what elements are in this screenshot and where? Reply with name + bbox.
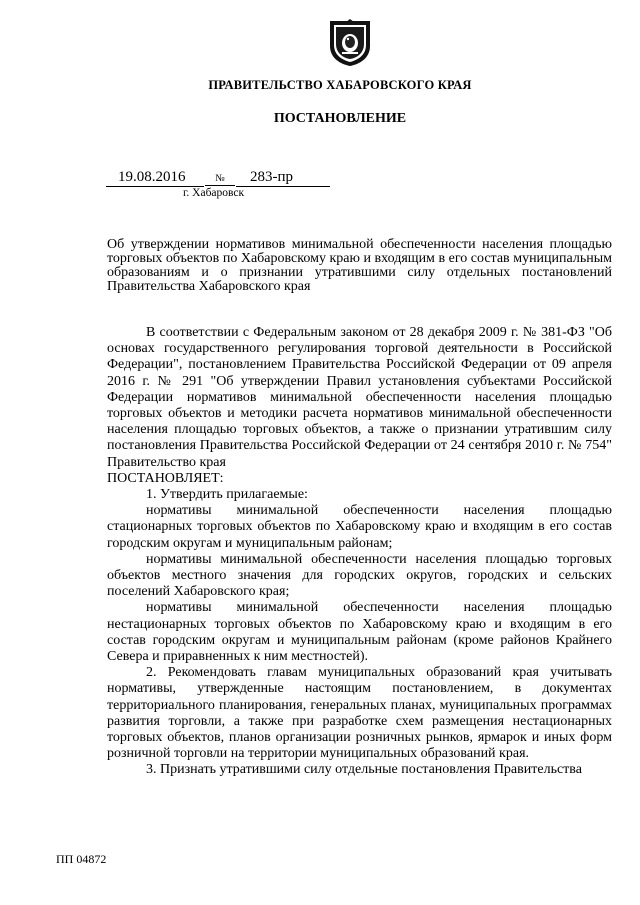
document-body bbox=[107, 325, 612, 779]
item-1: 1. Утвердить прилагаемые: bbox=[146, 487, 308, 503]
item-1-c: нормативы минимальной обеспеченности населения площадью нестационарных торговых объектов по Хабаровскому краю и входящим в его состав городским округам и муниципальным районам (кроме районов Крайнего Севера и приравненных к ним местностей). bbox=[107, 600, 612, 665]
item-1-a: нормативы минимальной обеспеченности населения площадью стационарных торговых объектов по Хабаровскому краю и входящим в его состав городским округам и муниципальным районам; bbox=[107, 503, 612, 551]
number-sign: № bbox=[205, 173, 235, 186]
item-3: 3. Признать утратившими силу отдельные постановления Правительства bbox=[146, 762, 582, 778]
footer-code: ПП 04872 bbox=[56, 852, 107, 866]
document-date: 19.08.2016 bbox=[106, 169, 204, 187]
decree-word: ПОСТАНОВЛЯЕТ: bbox=[107, 470, 224, 486]
government-name: ПРАВИТЕЛЬСТВО ХАБАРОВСКОГО КРАЯ bbox=[208, 78, 472, 92]
document-number: 283-пр bbox=[236, 169, 330, 187]
item-2: 2. Рекомендовать главам муниципальных образований края учитывать нормативы, утвержденные настоящим постановлением, в документах территориального планирования, генеральных планах, муниципальных программах развития торговли, а также при разработке схем размещения нестационарных торговых объектов, планов организации розничных рынков, ярмарок и иных форм розничной торговли на территории муниципальных образований края. bbox=[107, 665, 612, 762]
preamble-paragraph: В соответствии с Федеральным законом от 28 декабря 2009 г. № 381-ФЗ "Об основах государственного регулирования торговой деятельности в Российской Федерации", постановлением Правительства Российской Федерации от 09 апреля 2016 г. № 291 "Об утверждении Правил установления субъектами Российской Федерации нормативов минимальной обеспеченности населения площадью торговых объектов и методики расчета нормативов минимальной обеспеченности населения площадью торговых объектов, а также о признании утратившим силу постановления Правительства Российской Федерации от 24 сентября 2010 г. № 754" Правительство края bbox=[107, 325, 612, 470]
city-name: г. Хабаровск bbox=[183, 187, 245, 199]
document-title: Об утверждении нормативов минимальной обеспеченности населения площадью торговых объектов по Хабаровскому краю и входящим в его состав муниципальным образованиям и о признании утратившими силу отдельных постановлений Правительства Хабаровского края bbox=[107, 237, 612, 294]
coat-of-arms-icon bbox=[326, 18, 374, 68]
item-1-b: нормативы минимальной обеспеченности населения площадью торговых объектов местного значения для городских округов, городских и сельских поселений Хабаровского края; bbox=[107, 551, 612, 600]
document-type: ПОСТАНОВЛЕНИЕ bbox=[273, 111, 407, 126]
